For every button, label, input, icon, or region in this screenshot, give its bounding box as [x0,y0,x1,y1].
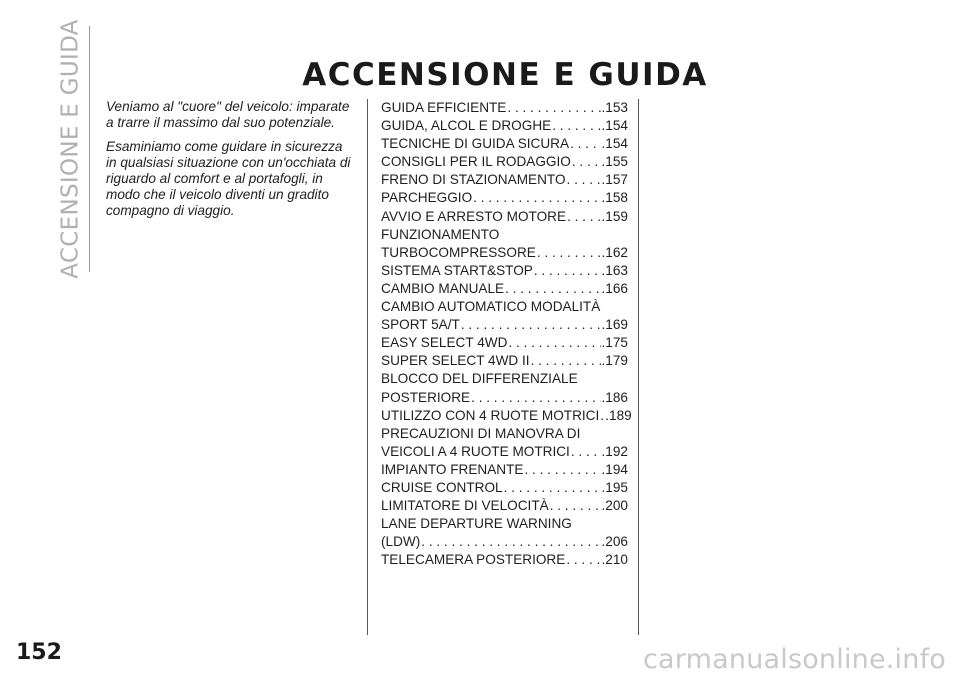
toc-entry[interactable] [381,208,628,226]
toc-entry-title: CAMBIO MANUALE [381,280,505,296]
toc-dot-leader [461,316,601,334]
toc-entry-title: VEICOLI A 4 RUOTE MOTRICI [381,443,570,459]
toc-entry-page: .155 [601,154,628,170]
page-title: ACCENSIONE E GUIDA [302,56,708,93]
toc-entry-page: .179 [601,353,628,369]
column-divider [367,99,368,635]
toc-entry-title: IMPIANTO FRENANTE [381,461,524,477]
toc-entry-page: .200 [601,498,628,514]
toc-entry[interactable] [381,334,628,352]
toc-entry-title: CRUISE CONTROL [381,479,503,495]
toc-entry[interactable] [381,189,628,207]
toc-entry-title-line: BLOCCO DEL DIFFERENZIALE [381,371,578,387]
toc-entry[interactable] [381,117,628,135]
toc-entry-title: PARCHEGGIO [381,190,473,206]
toc-dot-leader [567,208,600,226]
toc-entry-title: AVVIO E ARRESTO MOTORE [381,208,567,224]
toc-entry-page: .157 [601,172,628,188]
toc-dot-leader [508,334,600,352]
toc-entry[interactable] [381,99,628,117]
toc-entry-title: TURBOCOMPRESSORE [381,244,536,260]
toc-dot-leader [505,280,600,298]
toc-entry-page: .192 [601,443,628,459]
toc-entry-page: .169 [601,317,628,333]
toc-entry-title-line: CAMBIO AUTOMATICO MODALITÀ [381,299,601,315]
page-number: 152 [16,640,62,665]
toc-dot-leader [471,389,600,407]
toc-entry-title-line: FUNZIONAMENTO [381,226,500,242]
toc-entry-title: UTILIZZO CON 4 RUOTE MOTRICI [381,407,600,423]
toc-entry[interactable] [381,479,628,497]
toc-entry[interactable] [381,497,628,515]
toc-entry-title: SISTEMA START&STOP [381,262,533,278]
toc-entry-title: SPORT 5A/T [381,317,460,333]
toc-entry-page: .158 [601,190,628,206]
section-side-tab [56,19,86,279]
toc-entry-title-line: LANE DEPARTURE WARNING [381,516,572,532]
toc-dot-leader [531,352,601,370]
toc-dot-leader [534,262,601,280]
toc-entry-page: .194 [601,461,628,477]
column-divider [638,99,639,635]
side-tab-rule [89,26,90,272]
toc-dot-leader [421,533,600,551]
toc-dot-leader [507,99,600,117]
toc-entry[interactable] [381,316,628,334]
toc-entry-page: .154 [601,118,628,134]
toc-dot-leader [537,244,601,262]
toc-entry-title: LIMITATORE DI VELOCITÀ [381,498,549,514]
toc-entry-title-line: PRECAUZIONI DI MANOVRA DI [381,425,581,441]
toc-entry[interactable] [381,352,628,370]
toc-entry-title: SUPER SELECT 4WD II [381,353,530,369]
toc-entry[interactable] [381,443,628,461]
toc-entry[interactable] [381,461,628,479]
toc-entry[interactable] [381,262,628,280]
toc-entry-page: .163 [601,262,628,278]
intro-text [106,99,352,227]
toc-entry-page: .210 [601,552,628,568]
watermark: carmanualsonline.info [643,644,946,675]
toc-entry[interactable] [381,551,628,569]
toc-dot-leader [552,117,600,135]
toc-entry-title: GUIDA EFFICIENTE [381,100,507,115]
toc-entry-page: .186 [601,389,628,405]
toc-entry-title: TELECAMERA POSTERIORE [381,552,566,568]
toc-entry-title: TECNICHE DI GUIDA SICURA [381,136,570,152]
toc-dot-leader [566,551,600,569]
toc-dot-leader [570,135,600,153]
intro-paragraph: Veniamo al "cuore" del veicolo: imparate a trarre il massimo dal suo potenziale. [106,99,350,130]
toc-entry[interactable] [381,389,628,407]
toc-entry-page: .189 [605,407,632,423]
toc-entry-page: .195 [601,479,628,495]
toc-dot-leader [525,461,601,479]
toc-dot-leader [550,497,601,515]
toc-entry[interactable] [381,407,632,425]
toc-dot-leader [572,153,601,171]
toc-dot-leader [473,189,600,207]
toc-entry-title: FRENO DI STAZIONAMENTO [381,172,566,188]
toc-entry-page: .154 [601,136,628,152]
intro-paragraph: Esaminiamo come guidare in sicurezza in qualsiasi situazione con un'occhiata di riguardo al comfort e al portafogli, in modo che il veicolo diventi un gradito compagno di viaggio. [106,139,351,218]
toc-entry[interactable] [381,153,628,171]
toc-entry[interactable] [381,171,628,189]
toc-entry-page: .206 [601,534,628,550]
toc-entry[interactable] [381,135,628,153]
toc-entry[interactable] [381,280,628,298]
toc-entry[interactable] [381,533,628,551]
toc-entry-page: .175 [601,335,628,351]
toc-entry-page: .162 [601,244,628,260]
toc-dot-leader [600,407,604,425]
toc-dot-leader [567,171,601,189]
toc-entry-title: POSTERIORE [381,389,471,405]
toc-entry[interactable] [381,244,628,262]
toc-entry-title: (LDW) [381,534,421,550]
toc-dot-leader [571,443,601,461]
toc-entry-page: .153 [601,100,628,115]
section-side-tab-label: ACCENSIONE E GUIDA [58,19,85,279]
toc-entry-page: .159 [601,208,628,224]
toc-entry-title: GUIDA, ALCOL E DROGHE [381,118,552,134]
toc-entry-title: CONSIGLI PER IL RODAGGIO [381,154,571,170]
toc-dot-leader [504,479,601,497]
table-of-contents [381,99,632,569]
toc-entry-page: .166 [601,280,628,296]
toc-entry-title: EASY SELECT 4WD [381,335,508,351]
